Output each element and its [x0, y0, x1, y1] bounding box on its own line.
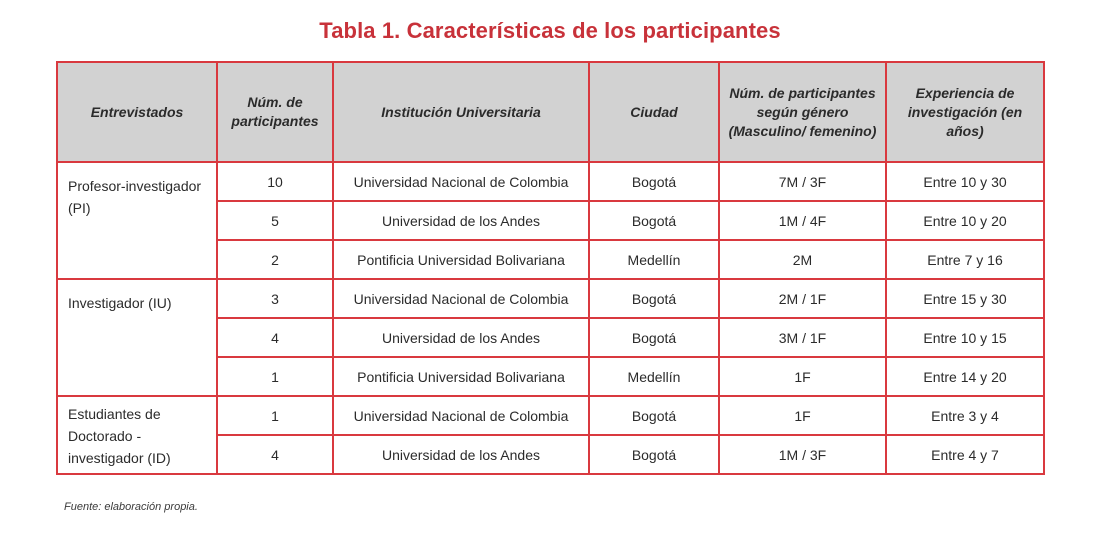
header-num-participantes: Núm. de participantes [217, 62, 333, 162]
cell-experiencia: Entre 14 y 20 [886, 357, 1044, 396]
cell-experiencia: Entre 15 y 30 [886, 279, 1044, 318]
cell-genero: 1M / 3F [719, 435, 886, 474]
table-row [57, 162, 1044, 201]
cell-num: 3 [217, 279, 333, 318]
cell-ciudad: Bogotá [589, 318, 719, 357]
header-institucion: Institución Universitaria [333, 62, 589, 162]
cell-experiencia: Entre 7 y 16 [886, 240, 1044, 279]
table-header-row [57, 62, 1044, 162]
cell-institucion: Universidad de los Andes [333, 201, 589, 240]
cell-ciudad: Bogotá [589, 279, 719, 318]
cell-ciudad: Bogotá [589, 435, 719, 474]
cell-institucion: Universidad Nacional de Colombia [333, 162, 589, 201]
cell-num: 4 [217, 318, 333, 357]
cell-institucion: Pontificia Universidad Bolivariana [333, 357, 589, 396]
cell-institucion: Universidad de los Andes [333, 435, 589, 474]
cell-ciudad: Bogotá [589, 162, 719, 201]
cell-genero: 7M / 3F [719, 162, 886, 201]
cell-experiencia: Entre 10 y 30 [886, 162, 1044, 201]
table-source-note: Fuente: elaboración propia. [64, 501, 198, 513]
cell-ciudad: Bogotá [589, 396, 719, 435]
cell-experiencia: Entre 4 y 7 [886, 435, 1044, 474]
cell-num: 1 [217, 396, 333, 435]
header-ciudad: Ciudad [589, 62, 719, 162]
table-title: Tabla 1. Características de los participantes [319, 18, 781, 43]
group-label-pi: Profesor-investigador (PI) [57, 162, 217, 279]
cell-experiencia: Entre 10 y 20 [886, 201, 1044, 240]
group-label-id: Estudiantes de Doctorado -investigador (ID) [57, 396, 217, 474]
cell-ciudad: Medellín [589, 240, 719, 279]
cell-genero: 3M / 1F [719, 318, 886, 357]
cell-institucion: Universidad Nacional de Colombia [333, 396, 589, 435]
cell-institucion: Pontificia Universidad Bolivariana [333, 240, 589, 279]
cell-genero: 2M / 1F [719, 279, 886, 318]
cell-genero: 2M [719, 240, 886, 279]
header-entrevistados: Entrevistados [57, 62, 217, 162]
group-label-iu: Investigador (IU) [57, 279, 217, 396]
table-row [57, 396, 1044, 435]
participants-table [56, 61, 1045, 475]
table-row [57, 279, 1044, 318]
cell-institucion: Universidad de los Andes [333, 318, 589, 357]
cell-num: 10 [217, 162, 333, 201]
cell-ciudad: Medellín [589, 357, 719, 396]
cell-genero: 1M / 4F [719, 201, 886, 240]
cell-num: 1 [217, 357, 333, 396]
cell-num: 4 [217, 435, 333, 474]
cell-experiencia: Entre 10 y 15 [886, 318, 1044, 357]
cell-genero: 1F [719, 357, 886, 396]
header-experiencia: Experiencia de investigación (en años) [886, 62, 1044, 162]
header-genero: Núm. de participantes según género (Masculino/ femenino) [719, 62, 886, 162]
cell-ciudad: Bogotá [589, 201, 719, 240]
cell-institucion: Universidad Nacional de Colombia [333, 279, 589, 318]
cell-genero: 1F [719, 396, 886, 435]
cell-num: 2 [217, 240, 333, 279]
cell-experiencia: Entre 3 y 4 [886, 396, 1044, 435]
cell-num: 5 [217, 201, 333, 240]
